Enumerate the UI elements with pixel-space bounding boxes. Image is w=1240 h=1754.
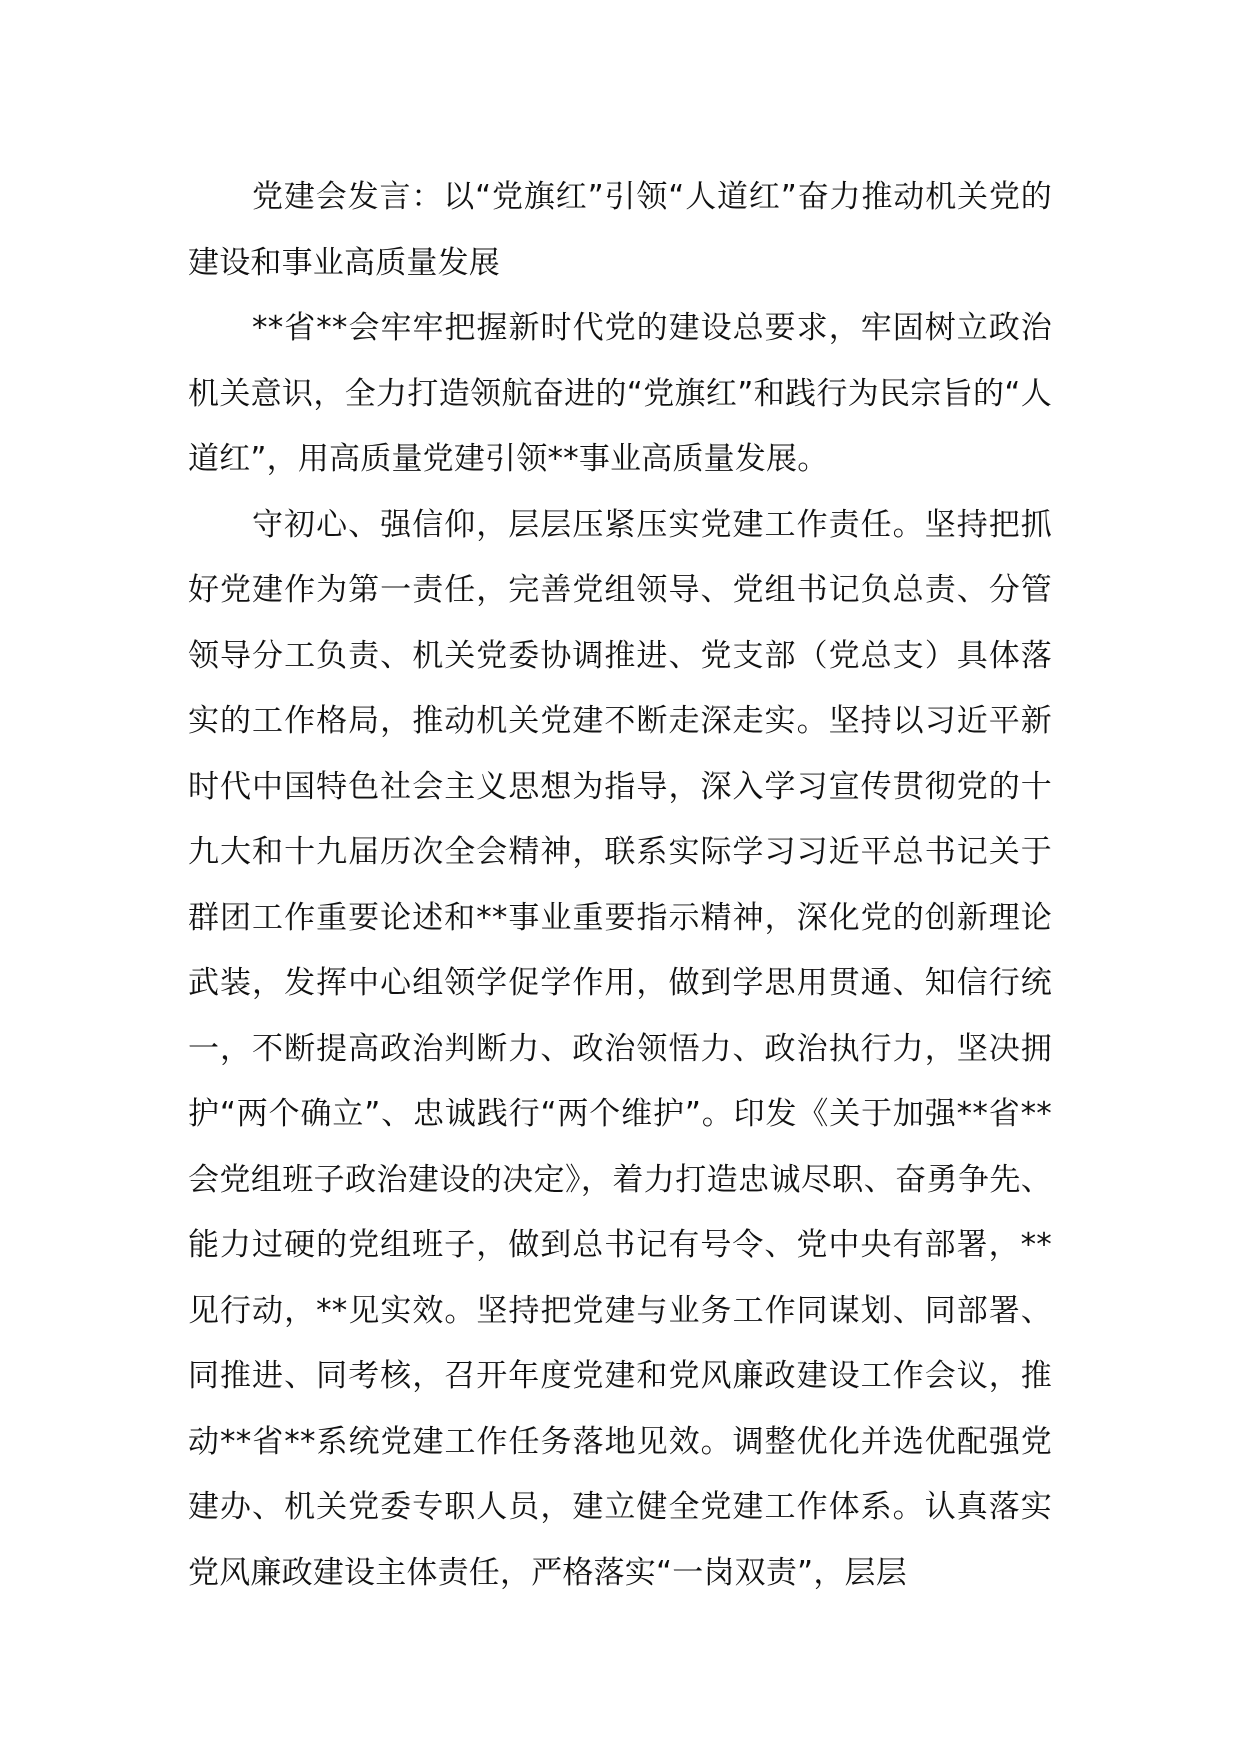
- paragraph-responsibility: 守初心、强信仰，层层压紧压实党建工作责任。坚持把抓好党建作为第一责任，完善党组领导、党组书记负总责、分管领导分工负责、机关党委协调推进、党支部（党总支）具体落实的工作格局，推动机关党建不断走深走实。坚持以习近平新时代中国特色社会主义思想为指导，深入学习宣传贯彻党的十九大和十九届历次全会精神，联系实际学习习近平总书记关于群团工作重要论述和**事业重要指示精神，深化党的创新理论武装，发挥中心组领学促学作用，做到学思用贯通、知信行统一，不断提高政治判断力、政治领悟力、政治执行力，坚决拥护“两个确立”、忠诚践行“两个维护”。印发《关于加强**省**会党组班子政治建设的决定》，着力打造忠诚尽职、奋勇争先、能力过硬的党组班子，做到总书记有号令、党中央有部署，**见行动，**见实效。坚持把党建与业务工作同谋划、同部署、同推进、同考核，召开年度党建和党风廉政建设工作会议，推动**省**系统党建工作任务落地见效。调整优化并选优配强党建办、机关党委专职人员，建立健全党建工作体系。认真落实党风廉政建设主体责任，严格落实“一岗双责”，层层: [188, 506, 1052, 1591]
- document-body: [188, 165, 1052, 1606]
- document-title: 党建会发言：以“党旗红”引领“人道红”奋力推动机关党的建设和事业高质量发展: [188, 179, 1052, 281]
- paragraph-intro: **省**会牢牢把握新时代党的建设总要求，牢固树立政治机关意识，全力打造领航奋进的“党旗红”和践行为民宗旨的“人道红”，用高质量党建引领**事业高质量发展。: [188, 310, 1052, 477]
